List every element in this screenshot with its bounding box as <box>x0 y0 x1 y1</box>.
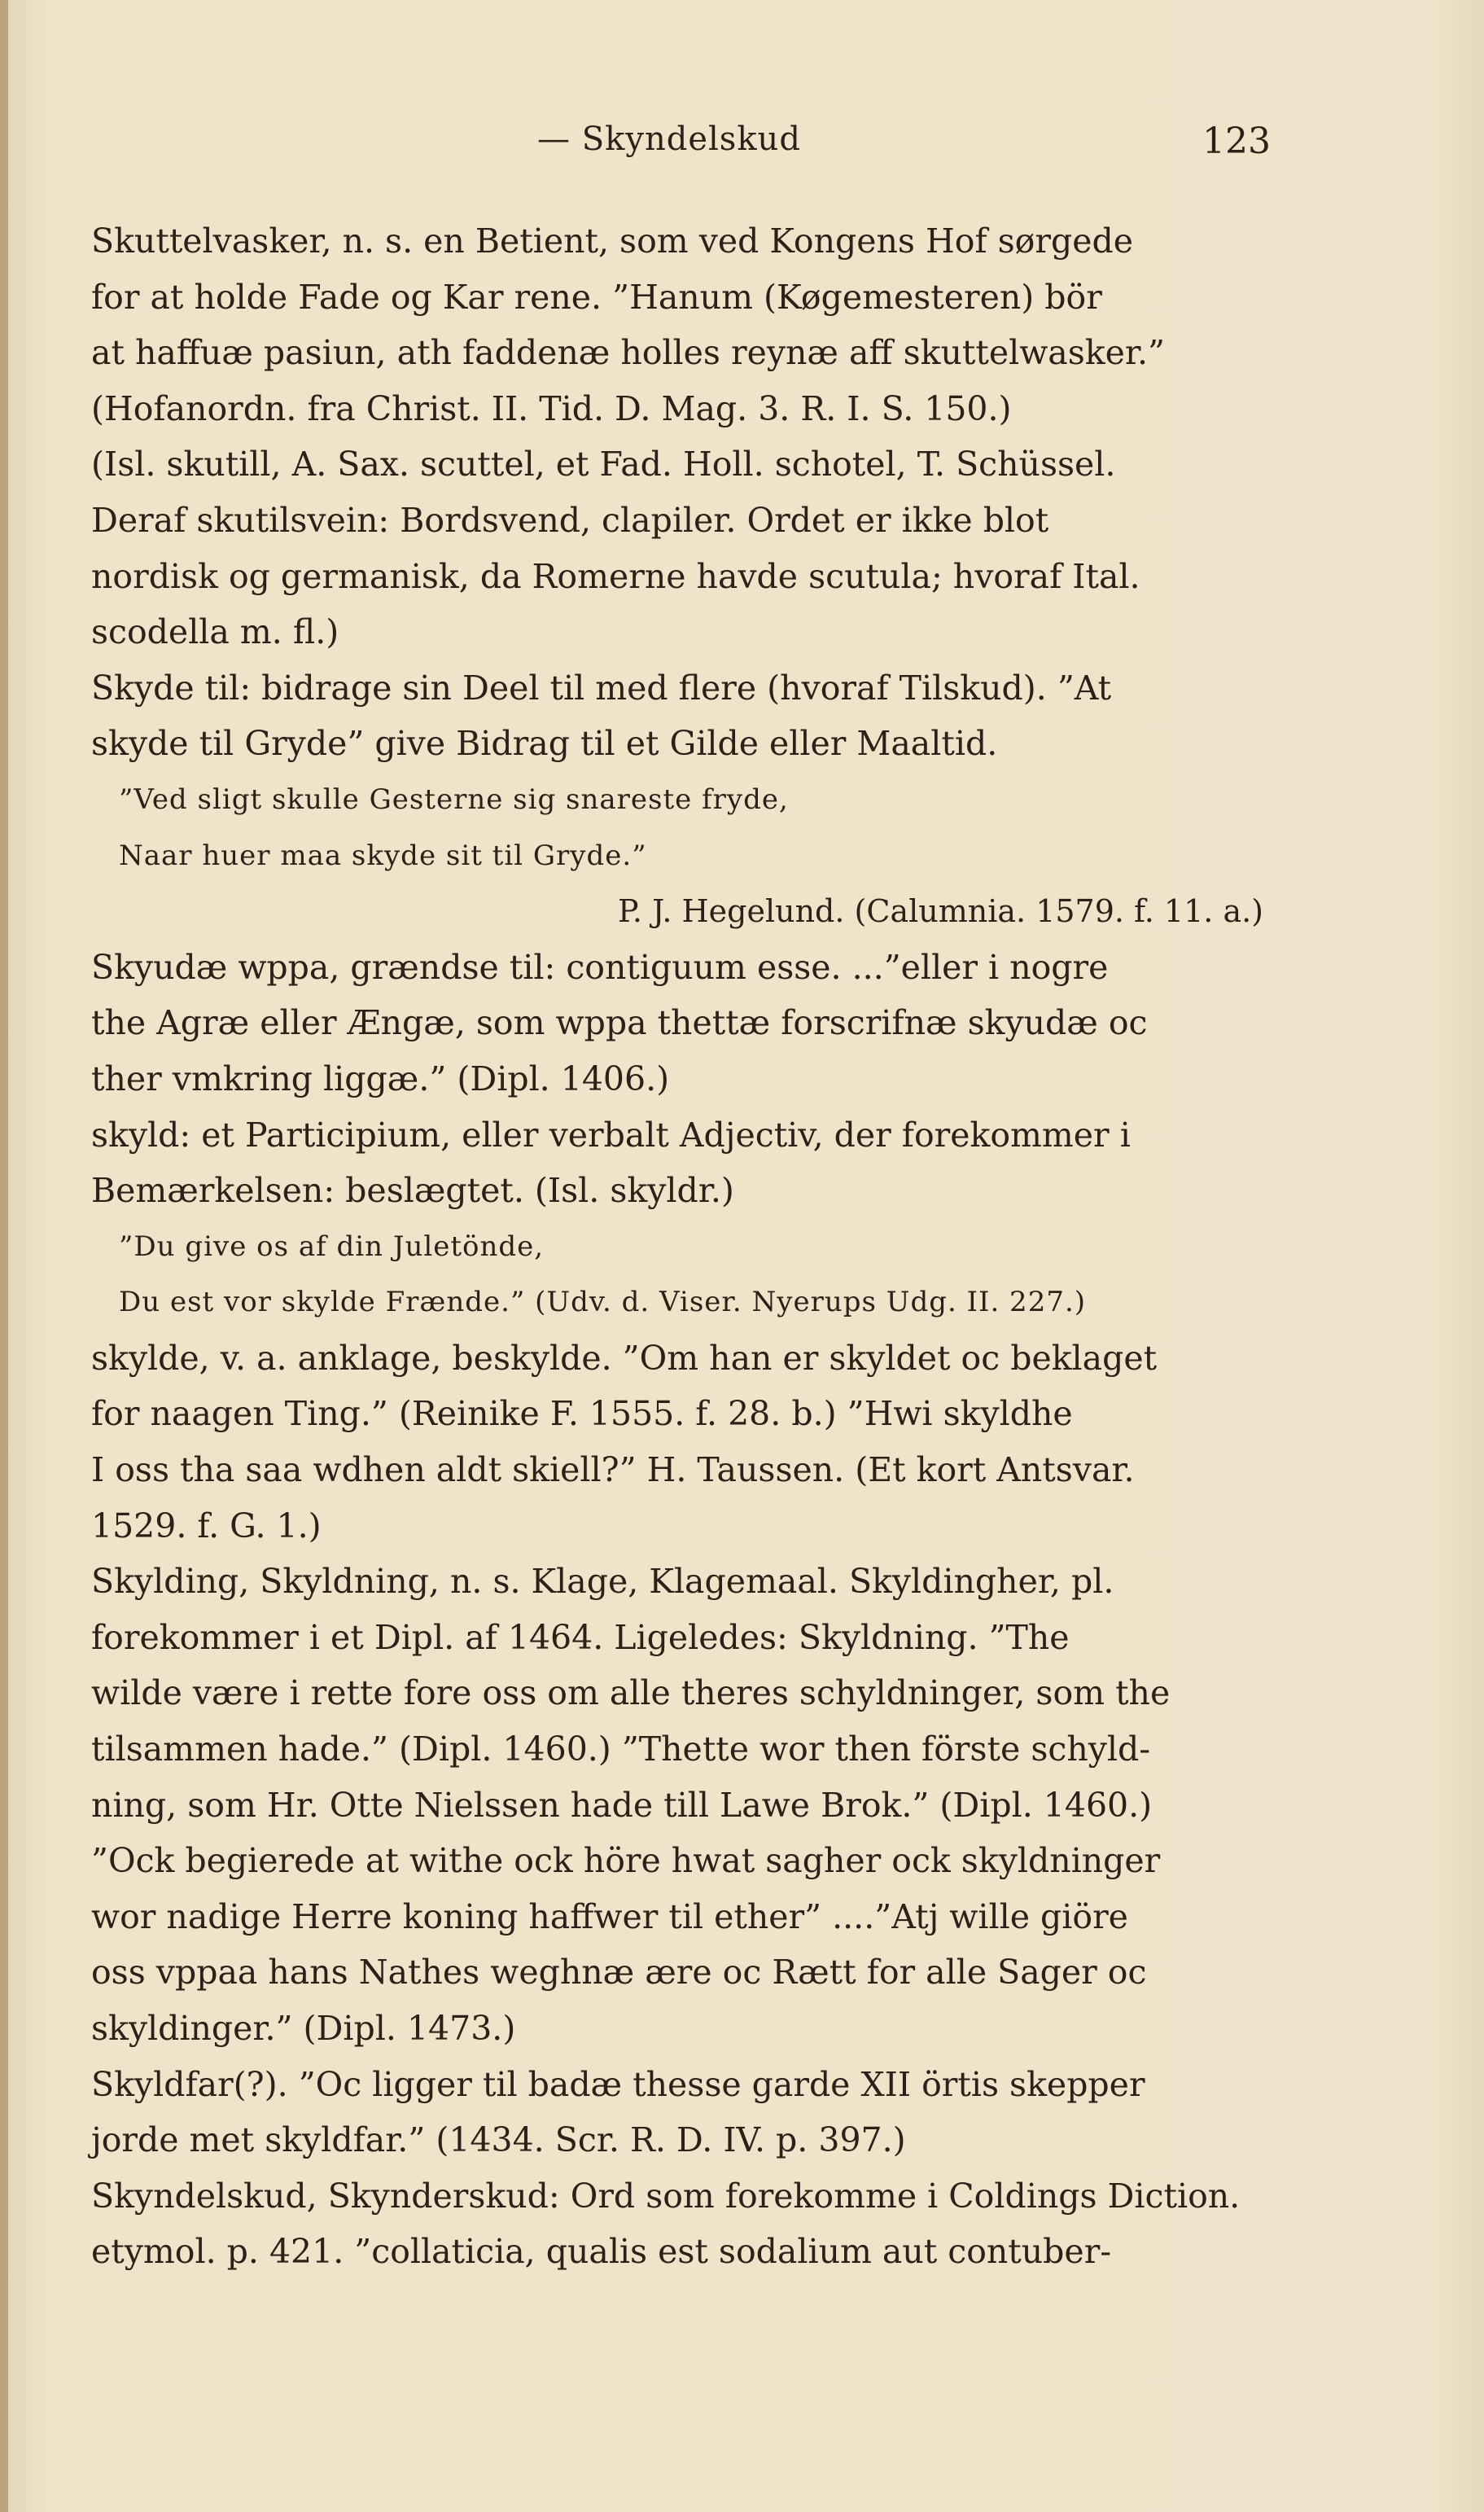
text-line: wor nadige Herre koning haffwer til ether” ....”Atj wille giöre <box>91 1896 1128 1936</box>
running-head: — Skyndelskud <box>537 121 801 158</box>
entry-skylding <box>91 1554 1272 2056</box>
text-line: Skyde til: bidrage sin Deel til med flere (hvoraf Tilskud). ”At <box>91 668 1112 708</box>
text-line: Skylding, Skyldning, n. s. Klage, Klagemaal. Skyldingher, pl. <box>91 1562 1114 1602</box>
entry-skyudae-wppa <box>91 940 1272 1107</box>
text-line: tilsammen hade.” (Dipl. 1460.) ”Thette wor then förste schyld- <box>91 1729 1151 1769</box>
text-line: (Isl. skutill, A. Sax. scuttel, et Fad. Holl. schotel, T. Schüssel. <box>91 445 1116 484</box>
text-line: skyld: et Participium, eller verbalt Adjectiv, der forekommer i <box>91 1115 1131 1155</box>
text-line: ”Ock begierede at withe ock höre hwat sagher ock skyldninger <box>91 1841 1161 1881</box>
quote-line: Du est vor skylde Frænde.” (Udv. d. Viser. Nyerups Udg. II. 227.) <box>119 1286 1087 1319</box>
text-line: oss vppaa hans Nathes weghnæ ære oc Rætt for alle Sager oc <box>91 1953 1147 1993</box>
quote-line: ”Du give os af din Juletönde, <box>119 1230 545 1263</box>
entry-skylde <box>91 1331 1272 1554</box>
entry-skyld <box>91 1107 1272 1331</box>
dictionary-text <box>91 213 1272 2280</box>
text-line: etymol. p. 421. ”collaticia, qualis est sodalium aut contuber- <box>91 2232 1112 2272</box>
text-line: ther vmkring liggæ.” (Dipl. 1406.) <box>91 1059 670 1098</box>
text-line: skyde til Gryde” give Bidrag til et Gilde eller Maaltid. <box>91 724 998 764</box>
text-line: the Agræ eller Ængæ, som wppa thettæ forscrifnæ skyudæ oc <box>91 1003 1148 1043</box>
text-line: I oss tha saa wdhen aldt skiell?” H. Taussen. (Et kort Antsvar. <box>91 1450 1135 1490</box>
text-line: nordisk og germanisk, da Romerne havde scutula; hvoraf Ital. <box>91 556 1140 596</box>
entry-skyde-til <box>91 660 1272 940</box>
entry-skuttelvasker <box>91 213 1272 660</box>
quote-attribution: P. J. Hegelund. (Calumnia. 1579. f. 11. a.) <box>618 893 1263 930</box>
quote-line: ”Ved sligt skulle Gesterne sig snareste fryde, <box>119 783 789 816</box>
text-line: Skyndelskud, Skynderskud: Ord som forekomme i Coldings Diction. <box>91 2176 1241 2216</box>
text-line: forekommer i et Dipl. af 1464. Ligeledes: Skyldning. ”The <box>91 1617 1070 1657</box>
entry-skyldfar <box>91 2057 1272 2168</box>
text-line: skyldinger.” (Dipl. 1473.) <box>91 2009 516 2048</box>
page-header <box>0 121 1484 169</box>
text-line: skylde, v. a. anklage, beskylde. ”Om han er skyldet oc beklaget <box>91 1338 1158 1378</box>
text-line: 1529. f. G. 1.) <box>91 1506 322 1545</box>
text-line: for naagen Ting.” (Reinike F. 1555. f. 28. b.) ”Hwi skyldhe <box>91 1394 1073 1434</box>
quote-line: Naar huer maa skyde sit til Gryde.” <box>119 839 647 872</box>
text-line: jorde met skyldfar.” (1434. Scr. R. D. IV. p. 397.) <box>91 2120 906 2160</box>
text-line: for at holde Fade og Kar rene. ”Hanum (Køgemesteren) bör <box>91 277 1102 317</box>
text-line: (Hofanordn. fra Christ. II. Tid. D. Mag. 3. R. I. S. 150.) <box>91 388 1012 428</box>
text-line: Bemærkelsen: beslægtet. (Isl. skyldr.) <box>91 1171 734 1211</box>
text-line: ning, som Hr. Otte Nielssen hade till Lawe Brok.” (Dipl. 1460.) <box>91 1785 1153 1825</box>
entry-skyndelskud <box>91 2168 1272 2280</box>
page-number: 123 <box>1202 121 1271 162</box>
text-line: Skyudæ wppa, grændse til: contiguum esse. ...”eller i nogre <box>91 947 1109 987</box>
text-line: at haffuæ pasiun, ath faddenæ holles reynæ aff skuttelwasker.” <box>91 333 1165 373</box>
text-line: wilde være i rette fore oss om alle theres schyldninger, som the <box>91 1673 1171 1713</box>
text-line: scodella m. fl.) <box>91 612 339 652</box>
text-line: Deraf skutilsvein: Bordsvend, clapiler. Ordet er ikke blot <box>91 500 1049 540</box>
page-spine-edge <box>0 0 8 2512</box>
text-line: Skuttelvasker, n. s. en Betient, som ved Kongens Hof sørgede <box>91 221 1133 261</box>
text-line: Skyldfar(?). ”Oc ligger til badæ thesse garde XII örtis skepper <box>91 2064 1145 2104</box>
